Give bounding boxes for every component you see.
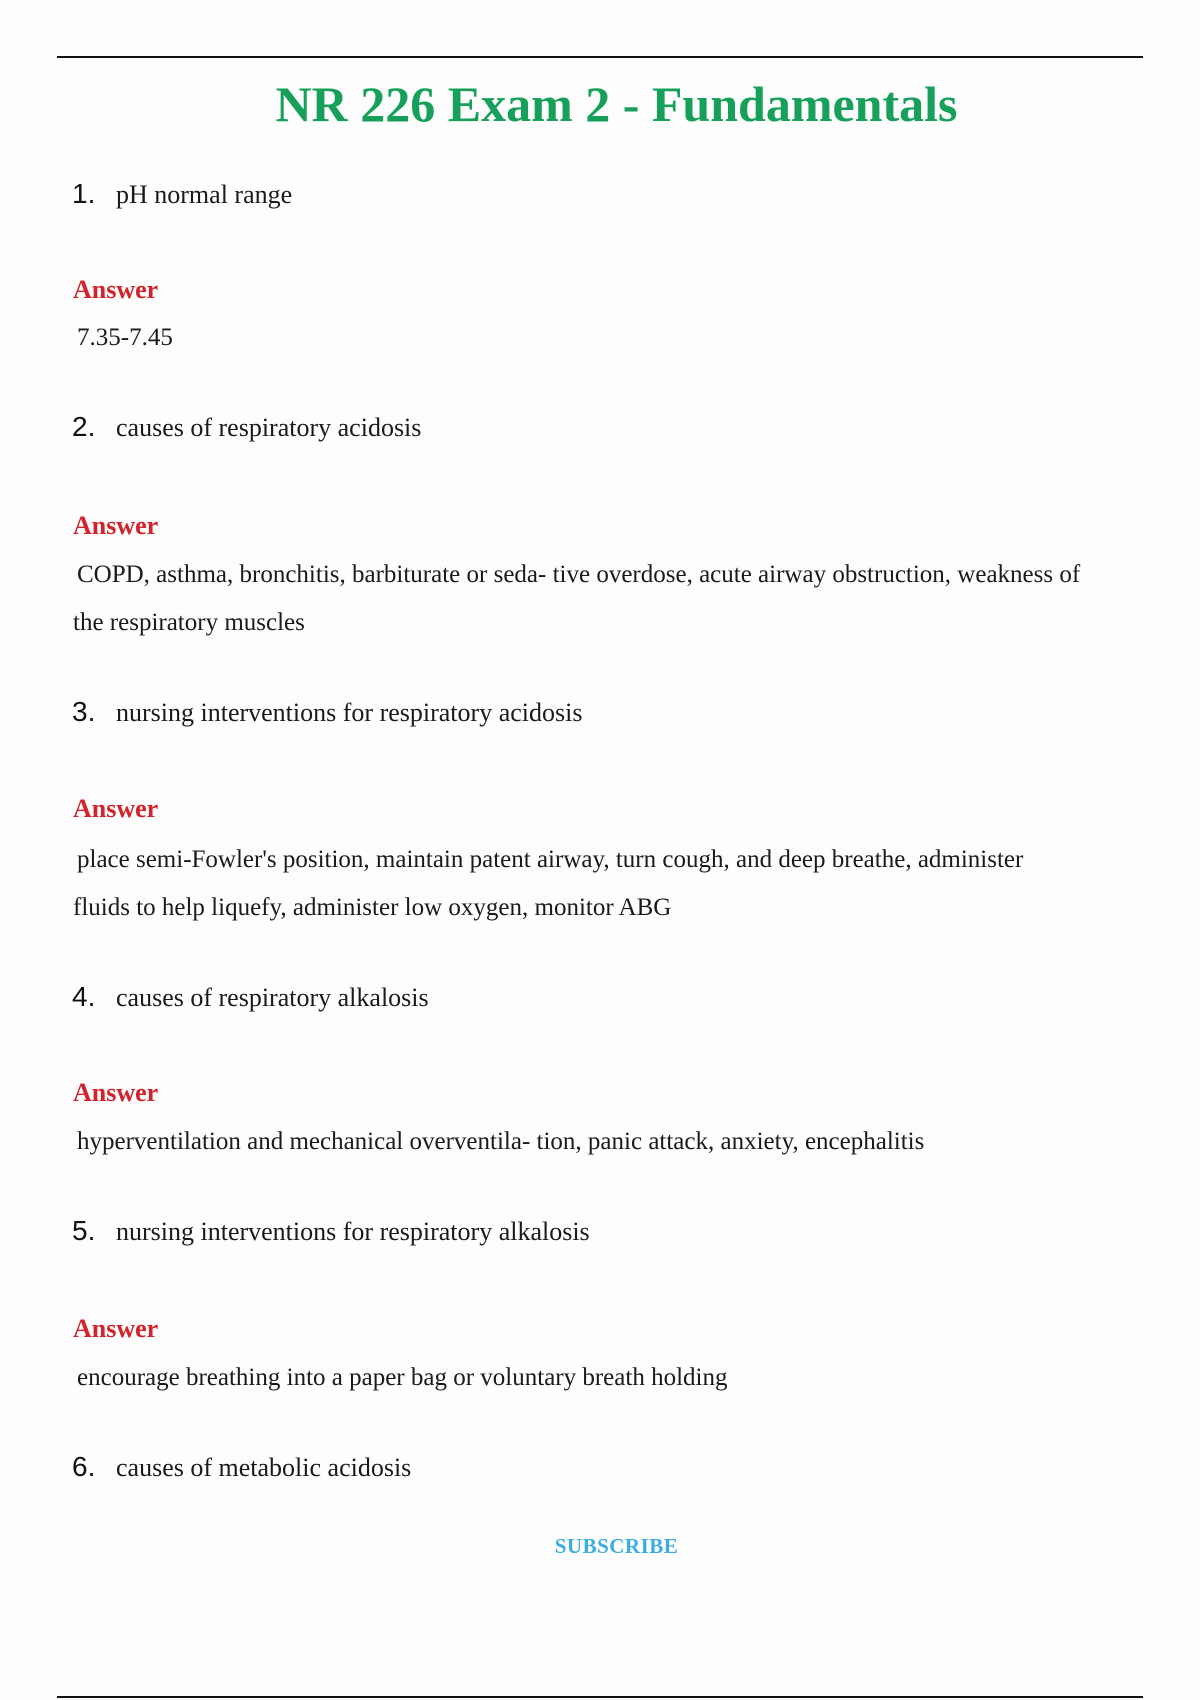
question-4 (72, 979, 429, 1016)
question-1 (72, 176, 292, 213)
answer-label: Answer (73, 794, 159, 823)
answer-label: Answer (73, 275, 159, 304)
subscribe-link[interactable]: SUBSCRIBE (554, 1534, 679, 1558)
question-text: pH normal range (116, 180, 293, 209)
question-text: causes of metabolic acidosis (116, 1453, 412, 1482)
bottom-rule (57, 1696, 1143, 1698)
answer-label: Answer (73, 1314, 159, 1343)
question-5 (72, 1213, 590, 1250)
answer-text: hyperventilation and mechanical overventila- tion, panic attack, anxiety, encephalitis (77, 1128, 925, 1155)
question-number: 5. (72, 1215, 96, 1246)
question-2 (72, 409, 421, 446)
question-number: 4. (72, 981, 96, 1012)
question-number: 3. (72, 696, 96, 727)
answer-label: Answer (73, 511, 159, 540)
question-text: nursing interventions for respiratory alkalosis (116, 1217, 590, 1246)
answer-text: place semi-Fowler's position, maintain patent airway, turn cough, and deep breathe, administer fluids to help liquefy, administer low oxygen, monitor ABG (73, 846, 1024, 921)
question-3 (72, 694, 582, 731)
question-6 (72, 1449, 411, 1486)
question-number: 2. (72, 411, 96, 442)
answer-label: Answer (73, 1078, 159, 1107)
answer-text: encourage breathing into a paper bag or voluntary breath holding (77, 1364, 728, 1391)
question-number: 6. (72, 1451, 96, 1482)
question-text: causes of respiratory acidosis (116, 413, 422, 442)
question-number: 1. (72, 178, 96, 209)
top-rule (57, 56, 1143, 58)
question-text: causes of respiratory alkalosis (116, 983, 429, 1012)
answer-text: COPD, asthma, bronchitis, barbiturate or seda- tive overdose, acute airway obstruction, weakness of the respiratory muscles (73, 561, 1081, 636)
answer-text: 7.35-7.45 (77, 324, 173, 351)
document-title: NR 226 Exam 2 - Fundamentals (275, 76, 958, 132)
question-text: nursing interventions for respiratory acidosis (116, 698, 583, 727)
